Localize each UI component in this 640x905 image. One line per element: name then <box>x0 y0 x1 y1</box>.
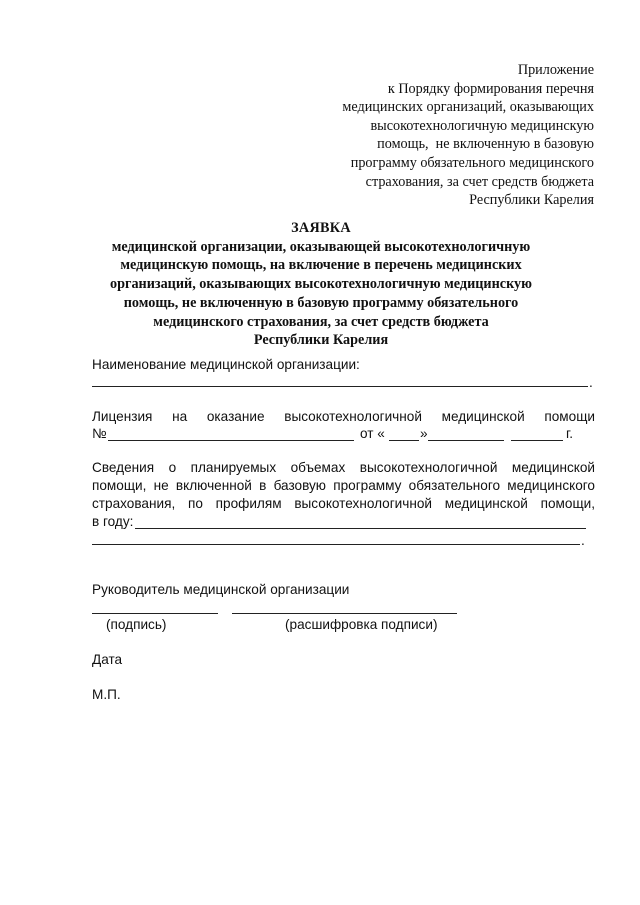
head-label: Руководитель медицинской организации <box>92 582 350 597</box>
decipher-field[interactable] <box>232 613 457 614</box>
org-name-field[interactable] <box>92 386 588 387</box>
info-year-field[interactable] <box>135 528 586 529</box>
org-name-period: . <box>589 375 593 390</box>
license-from-label: от « <box>360 426 385 441</box>
license-quote-close: » <box>420 426 428 441</box>
info-line: страхования, по профилям высокотехнологичной медицинской помощи, <box>92 496 595 511</box>
appendix-header <box>294 61 594 210</box>
date-label: Дата <box>92 652 123 667</box>
application-title <box>60 219 582 350</box>
appendix-line: Республики Карелия <box>469 192 594 209</box>
info-extra-field[interactable] <box>92 544 580 545</box>
license-line: Лицензия на оказание высокотехнологичной медицинской помощи <box>92 409 595 424</box>
title-line: Республики Карелия <box>253 332 389 349</box>
title-line: помощь, не включенную в базовую программу обязательного <box>123 294 519 311</box>
title-line: медицинскую помощь, на включение в перечень медицинских <box>120 257 522 274</box>
info-line: Сведения о планируемых объемах высокотехнологичной медицинской <box>92 460 595 475</box>
appendix-line: страхования, за счет средств бюджета <box>365 173 594 190</box>
title-line: организаций, оказывающих высокотехнологичную медицинскую <box>110 276 532 293</box>
info-year-label: в году: <box>92 514 134 529</box>
stamp-label: М.П. <box>92 687 121 702</box>
signature-caption: (подпись) <box>106 617 167 632</box>
signature-field[interactable] <box>92 613 218 614</box>
appendix-line: помощь, не включенную в базовую <box>377 136 594 153</box>
info-line: помощи, не включенной в базовую программу обязательного медицинского <box>92 478 595 493</box>
license-year-suffix: г. <box>566 426 574 441</box>
title-line: медицинской организации, оказывающей высокотехнологичную <box>111 238 531 255</box>
license-number-field[interactable] <box>108 440 354 441</box>
license-day-field[interactable] <box>389 440 419 441</box>
appendix-line: медицинских организаций, оказывающих <box>342 99 594 116</box>
appendix-line: высокотехнологичную медицинскую <box>370 117 594 134</box>
org-name-label: Наименование медицинской организации: <box>92 357 360 372</box>
license-year-field[interactable] <box>511 440 563 441</box>
info-period: . <box>581 533 585 548</box>
license-month-field[interactable] <box>428 440 504 441</box>
appendix-line: Приложение <box>517 62 594 78</box>
license-number-sign: № <box>92 426 107 441</box>
appendix-line: программу обязательного медицинского <box>350 154 594 171</box>
title-main: ЗАЯВКА <box>291 220 351 236</box>
title-line: медицинского страхования, за счет средств бюджета <box>153 313 489 330</box>
appendix-line: к Порядку формирования перечня <box>387 80 594 97</box>
decipher-caption: (расшифровка подписи) <box>285 617 438 632</box>
